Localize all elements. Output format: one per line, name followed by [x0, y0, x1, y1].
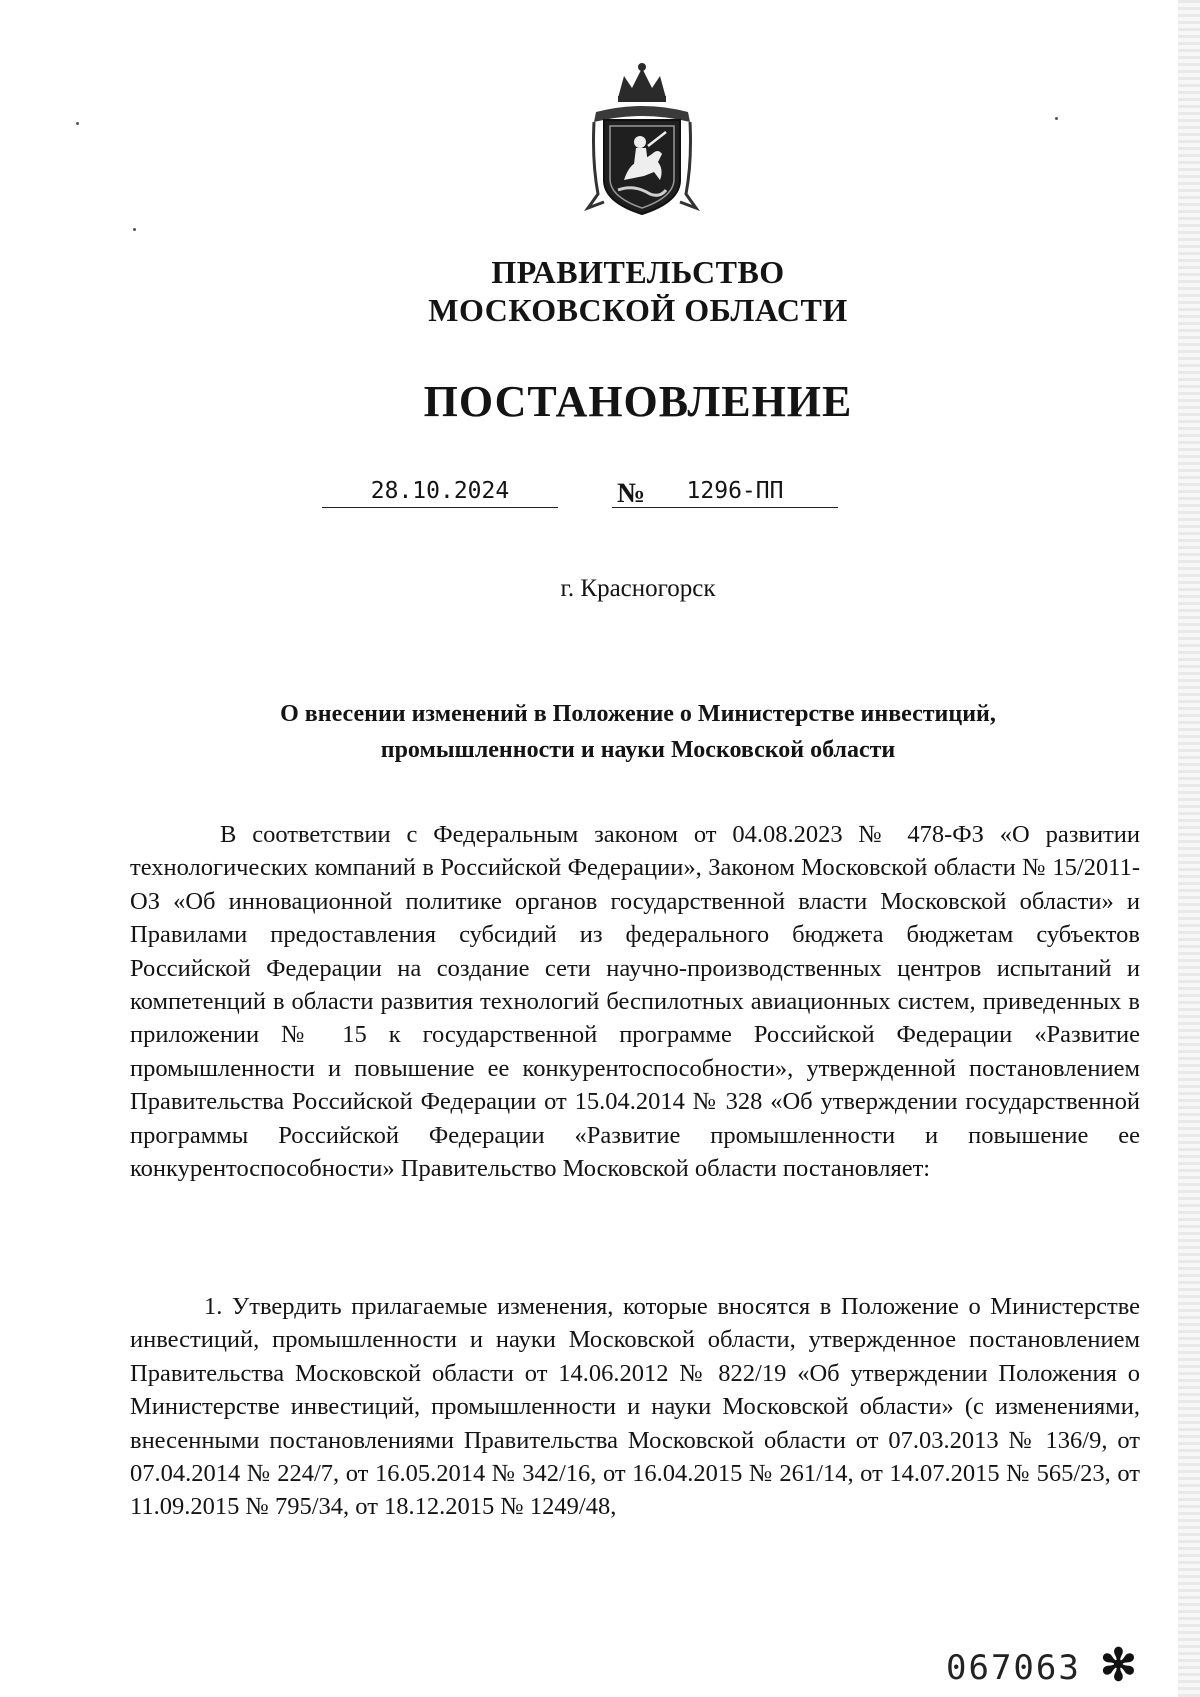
form-serial-number: 067063	[946, 1648, 1081, 1688]
scan-edge	[1178, 0, 1200, 1697]
body-paragraph-1: В соответствии с Федеральным законом от 04.08.2023 № 478-ФЗ «О развитии технологических компаний в Российской Федерации», Законом Московской области № 15/2011-ОЗ «Об инновационной политике органов государственной власти Московской области» и Правилами предоставления субсидий из федерального бюджета бюджетам субъектов Российской Федерации на создание сети научно-производственных центров испытаний и компетенций в области развития технологий беспилотных авиационных систем, приведенных в приложении № 15 к государственной программе Российской Федерации «Развитие промышленности и повышение ее конкурентоспособности», утвержденной постановлением Правительства Российской Федерации от 15.04.2014 № 328 «Об утверждении государственной программы Российской Федерации «Развитие промышленности и повышение ее конкурентоспособности» Правительство Московской области постановляет:	[130, 821, 1140, 1183]
document-heading	[200, 696, 1076, 768]
scan-speck	[133, 228, 136, 231]
document-city: г. Красногорск	[560, 575, 716, 602]
number-sign: №	[617, 478, 646, 509]
asterisk-mark-icon: ✻	[1100, 1641, 1137, 1690]
government-name-line1: ПРАВИТЕЛЬСТВО	[491, 254, 785, 290]
document-number: 1296-ПП	[686, 478, 784, 504]
document-number-field	[612, 475, 838, 508]
heading-line2: промышленности и науки Московской области	[380, 737, 896, 763]
scan-speck	[1055, 117, 1058, 120]
heading-line1: О внесении изменений в Положение о Министерстве инвестиций,	[280, 701, 996, 727]
body-paragraph-2: 1. Утвердить прилагаемые изменения, которые вносятся в Положение о Министерстве инвестиций, промышленности и науки Московской области, утвержденное постановлением Правительства Московской области от 14.06.2012 № 822/19 «Об утверждении Положения о Министерстве инвестиций, промышленности и науки Московской области» (с изменениями, внесенными постановлениями Правительства Московской области от 07.03.2013 № 136/9, от 07.04.2014 № 224/7, от 16.05.2014 № 342/16, от 16.04.2015 № 261/14, от 14.07.2015 № 565/23, от 11.09.2015 № 795/34, от 18.12.2015 № 1249/48,	[130, 1293, 1140, 1521]
government-name-line2: МОСКОВСКОЙ ОБЛАСТИ	[428, 292, 848, 328]
document-type: ПОСТАНОВЛЕНИЕ	[423, 377, 853, 426]
scan-speck	[76, 122, 79, 125]
document-date: 28.10.2024	[322, 475, 558, 508]
moscow-oblast-coat-of-arms-icon	[574, 62, 710, 218]
